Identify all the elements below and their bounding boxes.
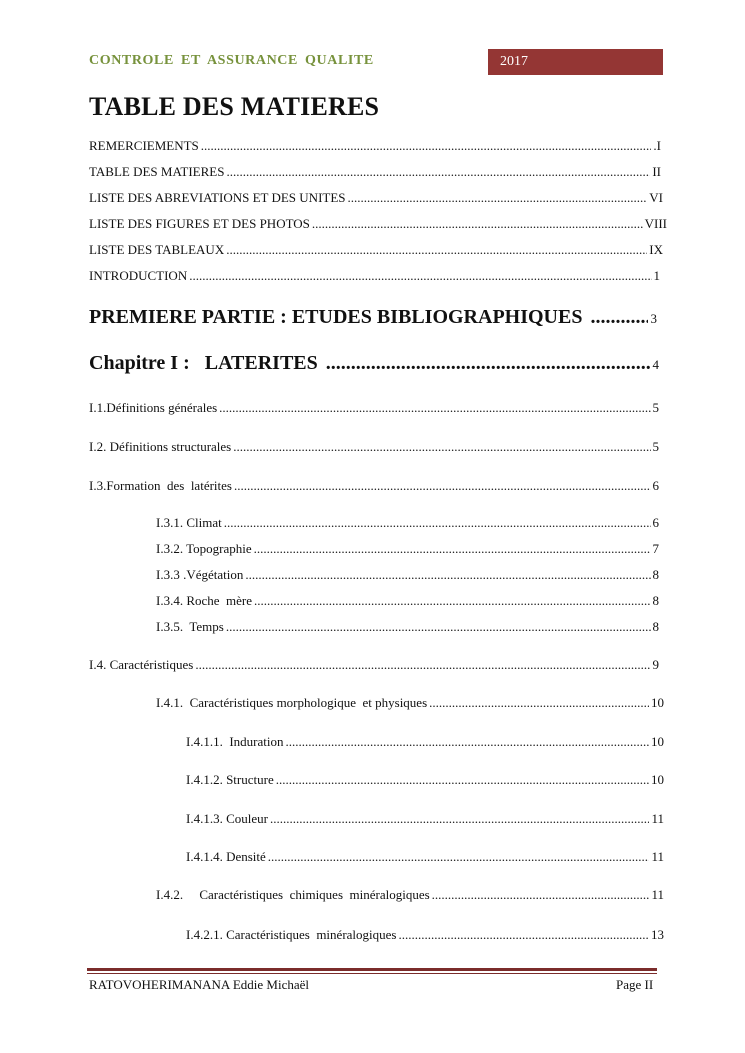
toc-entry-page: VIII: [644, 216, 667, 231]
toc-entry-label: TABLE DES MATIERES: [89, 164, 225, 179]
toc-leader: [312, 216, 643, 232]
toc-entry-label: I.4.2.1. Caractéristiques minéralogiques: [186, 927, 397, 942]
footer-page-number: Page II: [616, 977, 654, 992]
toc-leader: [276, 772, 649, 788]
toc-entry-label: I.3.5. Temps: [156, 619, 224, 634]
toc-entry[interactable]: [89, 190, 663, 206]
toc-leader: [189, 268, 651, 284]
toc-entry[interactable]: [89, 439, 659, 455]
toc-entry-label: I.4.2. Caractéristiques chimiques minéralogiques: [156, 887, 430, 902]
toc-leader: [234, 478, 651, 494]
toc-entry-label: I.4.1.4. Densité: [186, 849, 266, 864]
header-year-badge: 2017: [488, 49, 663, 75]
toc-entry[interactable]: [89, 242, 663, 258]
toc-leader: [195, 657, 650, 673]
toc-entry-page: 8: [652, 593, 659, 608]
toc-entry-page: 11: [651, 849, 664, 864]
toc-entry-page: 6: [652, 478, 659, 493]
toc-entry-page: II: [652, 164, 661, 179]
toc-leader: [201, 138, 652, 154]
toc-entry-page: 5: [652, 400, 659, 415]
toc-entry-page: 8: [652, 567, 659, 582]
toc-entry-label: INTRODUCTION: [89, 268, 188, 283]
toc-entry-page: 11: [651, 811, 664, 826]
toc-entry-chapter[interactable]: [89, 352, 659, 375]
toc-leader: [268, 849, 650, 865]
toc-leader: [429, 695, 649, 711]
toc-entry-label: I.4.1. Caractéristiques morphologique et physiques: [156, 695, 428, 710]
toc-entry-label: I.4.1.1. Induration: [186, 734, 284, 749]
toc-entry[interactable]: [89, 164, 661, 180]
toc-entry[interactable]: [156, 695, 664, 711]
toc-entry[interactable]: [156, 619, 659, 635]
toc-entry-page: .I: [653, 138, 661, 153]
toc-entry[interactable]: [156, 515, 659, 531]
toc-leader: [226, 164, 650, 180]
toc-entry-page: 7: [652, 541, 659, 556]
toc-entry[interactable]: [89, 268, 660, 284]
toc-leader: [398, 927, 649, 943]
toc-entry-page: 6: [652, 515, 659, 530]
toc-leader: [226, 242, 647, 258]
toc-leader: [270, 811, 650, 827]
toc-entry-page: IX: [649, 242, 663, 257]
toc-leader: [219, 400, 650, 416]
toc-entry[interactable]: [186, 849, 664, 865]
toc-entry-label: I.3.4. Roche mère: [156, 593, 253, 608]
toc-leader: [226, 619, 651, 635]
toc-entry[interactable]: [89, 657, 659, 673]
toc-entry-page: 13: [651, 927, 664, 942]
toc-entry-label: I.4.1.2. Structure: [186, 772, 274, 787]
toc-entry-page: 10: [651, 695, 664, 710]
toc-entry-label: I.1.Définitions générales: [89, 400, 218, 415]
toc-entry[interactable]: [89, 138, 661, 154]
toc-entry[interactable]: [156, 541, 659, 557]
toc-entry-page: 3: [650, 311, 657, 326]
toc-entry-label: I.4.1.3. Couleur: [186, 811, 268, 826]
toc-leader: [233, 439, 650, 455]
toc-leader: [326, 352, 651, 375]
footer-divider: [87, 968, 657, 971]
toc-leader: [432, 887, 650, 903]
footer-divider-thin: [87, 973, 657, 974]
footer-author: RATOVOHERIMANANA Eddie Michaël: [89, 977, 310, 992]
toc-entry-label: Chapitre I : LATERITES: [89, 352, 318, 374]
toc-entry-label: LISTE DES TABLEAUX: [89, 242, 225, 257]
toc-entry-label: I.3.Formation des latérites: [89, 478, 232, 493]
toc-entry-page: 10: [651, 772, 664, 787]
toc-leader: [254, 541, 651, 557]
toc-entry-page: 5: [652, 439, 659, 454]
toc-entry-label: I.3.1. Climat: [156, 515, 222, 530]
toc-entry-label: REMERCIEMENTS: [89, 138, 199, 153]
toc-leader: [224, 515, 651, 531]
toc-leader: [348, 190, 648, 206]
toc-leader: [245, 567, 650, 583]
toc-entry[interactable]: [186, 811, 664, 827]
toc-leader: [285, 734, 649, 750]
toc-entry-label: I.3.2. Topographie: [156, 541, 252, 556]
toc-entry[interactable]: [186, 772, 664, 788]
toc-entry-label: I.4. Caractéristiques: [89, 657, 194, 672]
toc-entry-page: 9: [652, 657, 659, 672]
toc-entry-page: VI: [649, 190, 663, 205]
toc-entry-page: 1: [653, 268, 660, 283]
toc-entry-page: 11: [651, 887, 664, 902]
toc-entry-label: LISTE DES ABREVIATIONS ET DES UNITES: [89, 190, 346, 205]
header-title: CONTROLE ET ASSURANCE QUALITE: [89, 53, 374, 68]
toc-entry-label: I.3.3 .Végétation: [156, 567, 244, 582]
toc-entry[interactable]: [186, 927, 664, 943]
toc-entry-label: I.2. Définitions structurales: [89, 439, 232, 454]
toc-entry-label: LISTE DES FIGURES ET DES PHOTOS: [89, 216, 310, 231]
toc-leader: [254, 593, 650, 609]
toc-leader: [590, 306, 648, 329]
toc-entry-page: 8: [652, 619, 659, 634]
toc-entry-page: 4: [652, 357, 659, 372]
toc-entry-part[interactable]: [89, 306, 659, 329]
toc-entry[interactable]: [89, 478, 659, 494]
page-title: TABLE DES MATIERES: [89, 92, 380, 121]
toc-entry[interactable]: [156, 593, 659, 609]
toc-entry[interactable]: [89, 400, 659, 416]
toc-entry[interactable]: [89, 216, 667, 232]
toc-entry[interactable]: [156, 887, 664, 903]
toc-entry-page: 10: [651, 734, 664, 749]
toc-entry[interactable]: [186, 734, 664, 750]
toc-entry-label: PREMIERE PARTIE : ETUDES BIBLIOGRAPHIQUES: [89, 306, 583, 328]
toc-entry[interactable]: [156, 567, 659, 583]
